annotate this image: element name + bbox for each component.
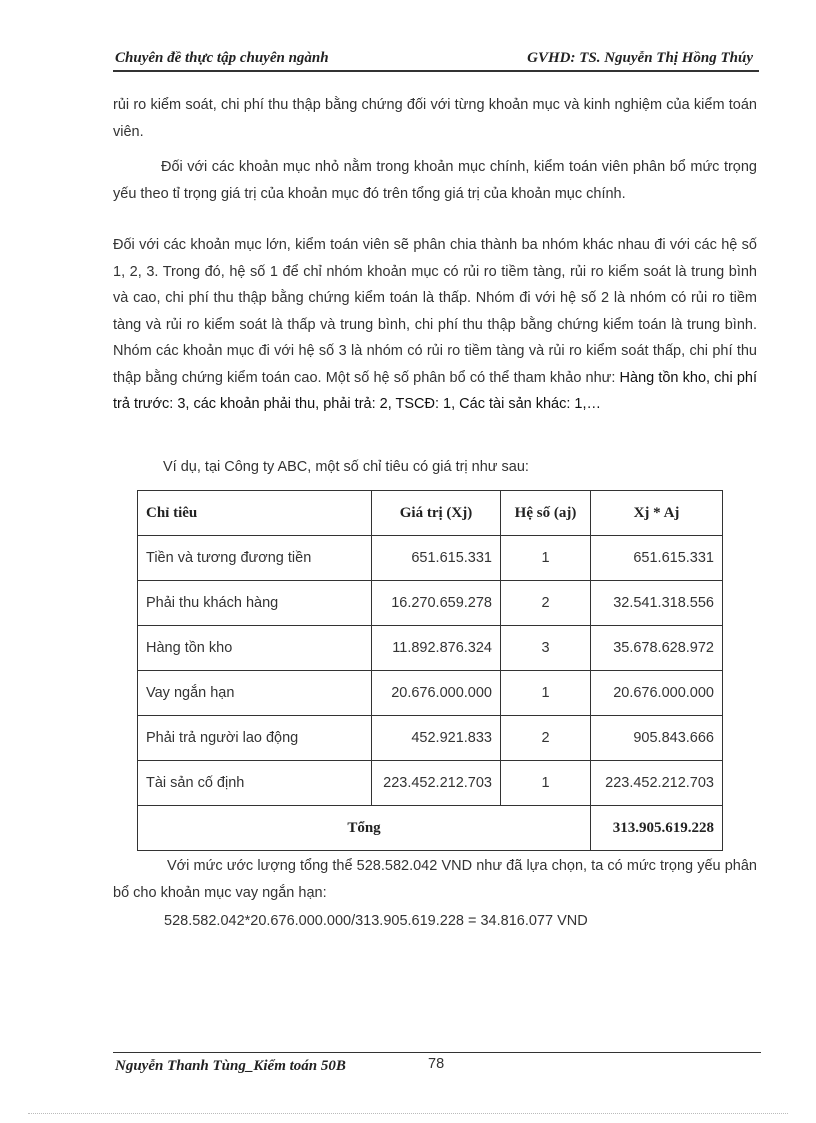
page-header xyxy=(113,48,759,72)
header-cell-value: Giá trị (Xj) xyxy=(372,491,501,536)
paragraph-3-tail: Hàng tồn kho, chi phí trả trước: 3, các khoản phải thu, phải trả: 2, TSCĐ: 1, Các tài sản khác: 1,… xyxy=(113,369,757,412)
table-row xyxy=(138,581,723,626)
cell-value: 223.452.212.703 xyxy=(372,761,501,806)
page-bottom-border xyxy=(28,1113,788,1114)
table-row xyxy=(138,536,723,581)
total-label: Tổng xyxy=(138,806,591,851)
total-value: 313.905.619.228 xyxy=(591,806,723,851)
paragraph-1: rủi ro kiểm soát, chi phí thu thập bằng chứng đối với từng khoản mục và kinh nghiệm của kiểm toán viên. xyxy=(113,97,757,140)
cell-indicator: Tài sản cố định xyxy=(138,761,372,806)
table-row xyxy=(138,671,723,716)
allocation-table xyxy=(137,490,723,851)
header-cell-coefficient: Hệ số (aj) xyxy=(501,491,591,536)
paragraph-5: Với mức ước lượng tổng thể 528.582.042 VND như đã lựa chọn, ta có mức trọng yếu phân bổ cho khoản mục vay ngắn hạn: xyxy=(113,858,757,901)
header-supervisor: GVHD: TS. Nguyễn Thị Hồng Thúy xyxy=(527,50,753,66)
table-row xyxy=(138,761,723,806)
cell-coefficient: 1 xyxy=(501,671,591,716)
cell-product: 32.541.318.556 xyxy=(591,581,723,626)
cell-product: 20.676.000.000 xyxy=(591,671,723,716)
cell-coefficient: 2 xyxy=(501,716,591,761)
footer-divider xyxy=(113,1052,761,1053)
header-cell-indicator: Chỉ tiêu xyxy=(138,491,372,536)
cell-product: 35.678.628.972 xyxy=(591,626,723,671)
cell-value: 20.676.000.000 xyxy=(372,671,501,716)
paragraph-4: Ví dụ, tại Công ty ABC, một số chỉ tiêu có giá trị như sau: xyxy=(163,459,529,475)
footer-author: Nguyễn Thanh Tùng_Kiểm toán 50B xyxy=(115,1058,346,1074)
cell-value: 452.921.833 xyxy=(372,716,501,761)
table-header-row xyxy=(138,491,723,536)
page-number: 78 xyxy=(428,1056,445,1072)
cell-indicator: Phải trả người lao động xyxy=(138,716,372,761)
table-row xyxy=(138,626,723,671)
paragraph-3-body: Đối với các khoản mục lớn, kiểm toán viên sẽ phân chia thành ba nhóm khác nhau đi với các hệ số 1, 2, 3. Trong đó, hệ số 1 để chỉ nhóm khoản mục có rủi ro tiềm tàng, rủi ro kiểm soát là trung bình và cao, chi phí thu thập bằng chứng kiểm toán là thấp. Nhóm đi với hệ số 2 là nhóm có rủi ro tiềm tàng và rủi ro kiểm soát là thấp và trung bình, chi phí thu thập bằng chứng kiểm toán là trung bình. Nhóm các khoản mục đi với hệ số 3 là nhóm có rủi ro tiềm tàng và rủi ro kiểm soát thấp, chi phí thu thập bằng chứng kiểm toán cao. Một số hệ số phân bổ có thể tham khảo như: xyxy=(113,237,757,386)
header-cell-product: Xj * Aj xyxy=(591,491,723,536)
header-title: Chuyên đề thực tập chuyên ngành xyxy=(115,50,329,66)
formula-line: 528.582.042*20.676.000.000/313.905.619.228 = 34.816.077 VND xyxy=(164,913,588,929)
cell-coefficient: 1 xyxy=(501,536,591,581)
paragraph-3 xyxy=(113,232,757,418)
cell-coefficient: 2 xyxy=(501,581,591,626)
cell-value: 651.615.331 xyxy=(372,536,501,581)
cell-value: 11.892.876.324 xyxy=(372,626,501,671)
paragraph-2: Đối với các khoản mục nhỏ nằm trong khoản mục chính, kiểm toán viên phân bổ mức trọng yếu theo tỉ trọng giá trị của khoản mục đó trên tổng giá trị của khoản mục chính. xyxy=(113,159,757,202)
cell-coefficient: 1 xyxy=(501,761,591,806)
cell-indicator: Vay ngắn hạn xyxy=(138,671,372,716)
cell-product: 905.843.666 xyxy=(591,716,723,761)
table-total-row xyxy=(138,806,723,851)
cell-indicator: Phải thu khách hàng xyxy=(138,581,372,626)
cell-indicator: Tiền và tương đương tiền xyxy=(138,536,372,581)
cell-indicator: Hàng tồn kho xyxy=(138,626,372,671)
cell-product: 223.452.212.703 xyxy=(591,761,723,806)
cell-value: 16.270.659.278 xyxy=(372,581,501,626)
table-row xyxy=(138,716,723,761)
cell-coefficient: 3 xyxy=(501,626,591,671)
cell-product: 651.615.331 xyxy=(591,536,723,581)
